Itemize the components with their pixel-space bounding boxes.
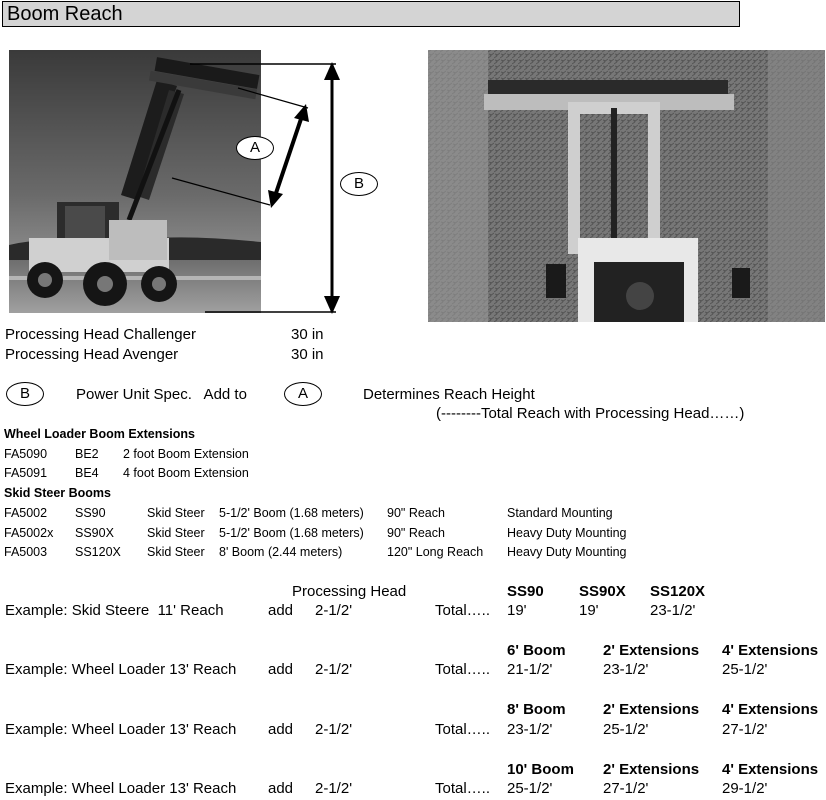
- skid-value-1: 19': [507, 602, 527, 619]
- loader1-header-1: 6' Boom: [507, 642, 566, 659]
- loader2-value-2: 25-1/2': [603, 721, 649, 738]
- wl-row-1-part: FA5090: [4, 447, 48, 461]
- loader3-add: add: [268, 780, 294, 797]
- dimension-a-label: A: [236, 136, 274, 160]
- ss-row-2-type: Skid Steer: [147, 526, 205, 540]
- skid-header-2: SS90X: [579, 583, 626, 600]
- loader3-header-1: 10' Boom: [507, 761, 574, 778]
- ss-row-3-reach: 120" Long Reach: [387, 545, 484, 559]
- skid-example-label: Example: Skid Steere 11' Reach: [5, 602, 224, 619]
- loader1-header-2: 2' Extensions: [603, 642, 700, 659]
- loader3-value-3: 29-1/2': [722, 780, 768, 797]
- wl-row-2-desc: 4 foot Boom Extension: [123, 466, 249, 480]
- loader3-label: Example: Wheel Loader 13' Reach: [5, 780, 237, 797]
- ss-row-1-boom: 5-1/2' Boom (1.68 meters): [219, 506, 364, 520]
- loader2-header-1: 8' Boom: [507, 701, 566, 718]
- loader3-total: Total…..: [435, 780, 491, 797]
- skid-value-2: 19': [579, 602, 599, 619]
- ss-row-2-boom: 5-1/2' Boom (1.68 meters): [219, 526, 364, 540]
- loader3-amount: 2-1/2': [315, 780, 353, 797]
- spec-challenger-name: Processing Head Challenger: [5, 326, 196, 343]
- loader2-amount: 2-1/2': [315, 721, 353, 738]
- loader3-header-3: 4' Extensions: [722, 761, 819, 778]
- loader3-value-1: 25-1/2': [507, 780, 553, 797]
- ss-row-1-part: FA5002: [4, 506, 48, 520]
- legend-total-note: (--------Total Reach with Processing Head……): [436, 405, 745, 422]
- silage-processing-photo: [428, 50, 825, 322]
- loader1-header-3: 4' Extensions: [722, 642, 819, 659]
- loader2-header-2: 2' Extensions: [603, 701, 700, 718]
- skid-example-total: Total…..: [435, 602, 491, 619]
- ss-row-1-type: Skid Steer: [147, 506, 205, 520]
- ss-row-3-part: FA5003: [4, 545, 48, 559]
- skid-header-1: SS90: [507, 583, 544, 600]
- dimension-a-arrow: [273, 110, 304, 202]
- legend-a-text: Determines Reach Height: [363, 386, 535, 403]
- loader2-label: Example: Wheel Loader 13' Reach: [5, 721, 237, 738]
- legend-b-text: Power Unit Spec. Add to: [76, 386, 247, 403]
- loader3-header-2: 2' Extensions: [603, 761, 700, 778]
- skid-header-3: SS120X: [650, 583, 706, 600]
- wl-row-2-part: FA5091: [4, 466, 48, 480]
- loader2-add: add: [268, 721, 294, 738]
- spec-avenger-name: Processing Head Avenger: [5, 346, 179, 363]
- loader2-total: Total…..: [435, 721, 491, 738]
- page-title: Boom Reach: [7, 3, 123, 25]
- ss-row-1-mount: Standard Mounting: [507, 506, 613, 520]
- ss-row-3-code: SS120X: [75, 545, 121, 559]
- ss-row-3-boom: 8' Boom (2.44 meters): [219, 545, 343, 559]
- loader1-total: Total…..: [435, 661, 491, 678]
- ss-row-3-type: Skid Steer: [147, 545, 205, 559]
- ss-row-2-mount: Heavy Duty Mounting: [507, 526, 627, 540]
- legend-b-label: B: [6, 382, 44, 406]
- loader1-value-2: 23-1/2': [603, 661, 649, 678]
- wl-row-1-desc: 2 foot Boom Extension: [123, 447, 249, 461]
- loader1-value-1: 21-1/2': [507, 661, 553, 678]
- loader1-amount: 2-1/2': [315, 661, 353, 678]
- processing-head-header: Processing Head: [292, 583, 407, 600]
- loader2-header-3: 4' Extensions: [722, 701, 819, 718]
- reach-dimension-diagram: [0, 0, 400, 330]
- dimension-b-label: B: [340, 172, 378, 196]
- loader2-value-3: 27-1/2': [722, 721, 768, 738]
- wl-row-2-code: BE4: [75, 466, 99, 480]
- wl-row-1-code: BE2: [75, 447, 99, 461]
- skid-steer-heading: Skid Steer Booms: [4, 486, 111, 500]
- silage-processing-illustration: [428, 50, 825, 322]
- loader2-value-1: 23-1/2': [507, 721, 553, 738]
- spec-avenger-value: 30 in: [291, 346, 324, 363]
- loader1-label: Example: Wheel Loader 13' Reach: [5, 661, 237, 678]
- skid-example-add: add: [268, 602, 294, 619]
- skid-example-amount: 2-1/2': [315, 602, 353, 619]
- loader1-value-3: 25-1/2': [722, 661, 768, 678]
- ss-row-1-reach: 90" Reach: [387, 506, 445, 520]
- skid-value-3: 23-1/2': [650, 602, 696, 619]
- loader3-value-2: 27-1/2': [603, 780, 649, 797]
- ss-row-3-mount: Heavy Duty Mounting: [507, 545, 627, 559]
- ss-row-1-code: SS90: [75, 506, 106, 520]
- ss-row-2-reach: 90" Reach: [387, 526, 445, 540]
- spec-challenger-value: 30 in: [291, 326, 324, 343]
- wheel-loader-heading: Wheel Loader Boom Extensions: [4, 427, 196, 441]
- ss-row-2-code: SS90X: [75, 526, 114, 540]
- ss-row-2-part: FA5002x: [4, 526, 54, 540]
- legend-a-label: A: [284, 382, 322, 406]
- loader1-add: add: [268, 661, 294, 678]
